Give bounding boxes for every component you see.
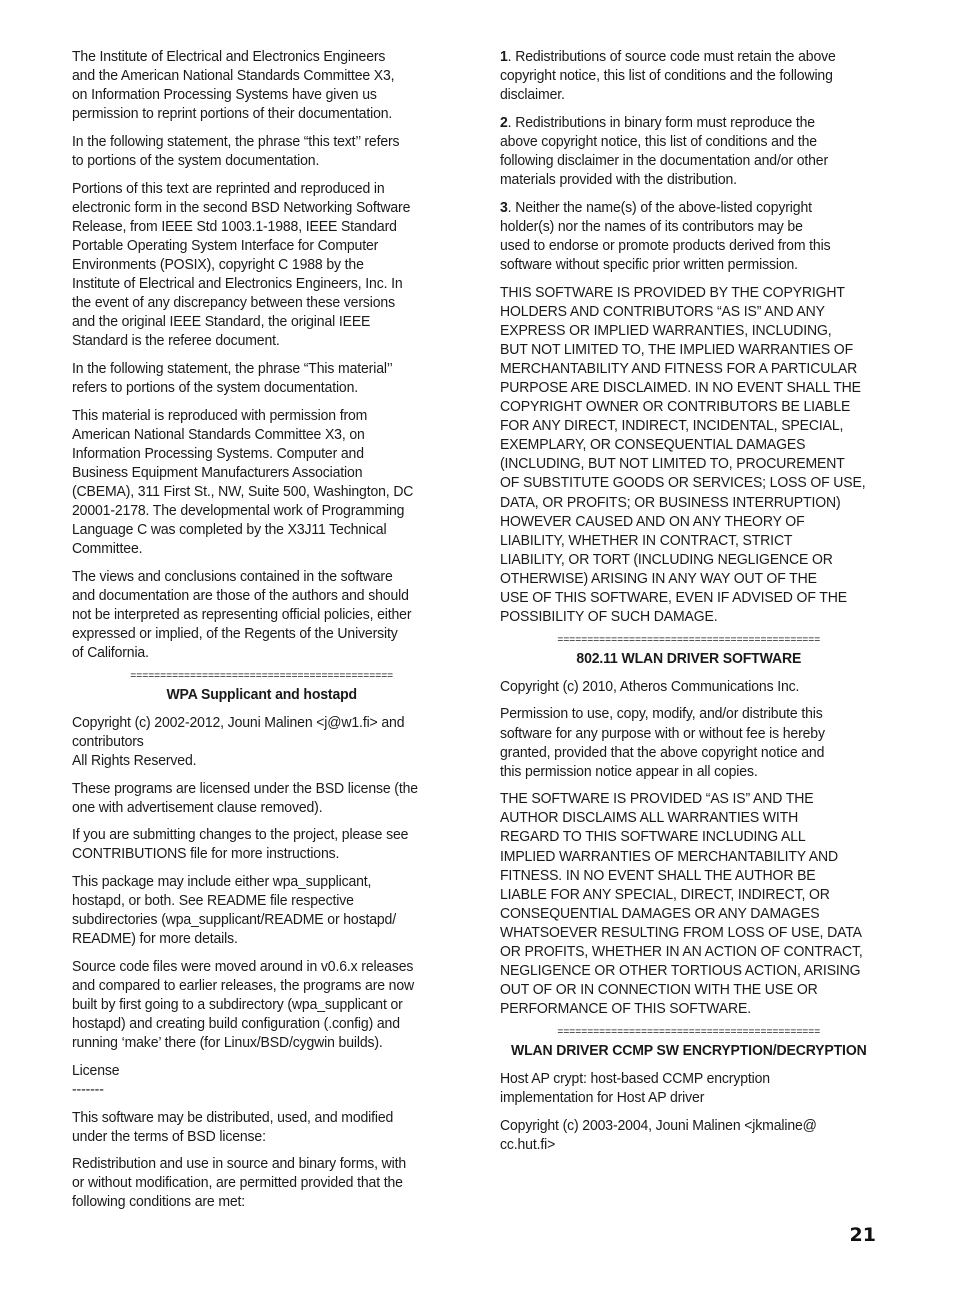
condition-text-2: . Redistributions in binary form must reproduce the above copyright notice, this list of conditions and the following disclaimer in the documentation and/or other materials provided with the distribution. [500,113,828,189]
ccmp-encryption-heading: WLAN DRIVER CCMP SW ENCRYPTION/DECRYPTION [510,1041,867,1059]
isc-disclaimer-paragraph: THE SOFTWARE IS PROVIDED “AS IS” AND THE AUTHOR DISCLAIMS ALL WARRANTIES WITH REGARD TO THIS SOFTWARE INCLUDING ALL IMPLIED WARRANTIES OF MERCHANTABILITY AND FITNESS. IN NO EVENT SHALL THE AUTHOR BE LIABLE FOR ANY SPECIAL, DIRECT, INDIRECT, OR CONSEQUENTIAL DAMAGES OR ANY DAMAGES WHATSOEVER RESULTING FROM LOSS OF USE, DATA OR PROFITS, WHETHER IN AN ACTION OF CONTRACT, NEGLIGENCE OR OTHER TORTIOUS ACTION, ARISING OUT OF OR IN CONNECTION WITH THE USE OR PERFORMANCE OF THIS SOFTWARE. [500,790,863,1018]
left-column [72,47,451,1220]
condition-item-3 [500,198,878,274]
condition-number-3: 3 [500,198,508,216]
condition-number-2: 2 [500,113,508,131]
bsd-license-paragraph: These programs are licensed under the BSD license (the one with advertisement clause removed). [72,779,418,816]
atheros-copyright-paragraph: Copyright (c) 2010, Atheros Communications Inc. [500,677,800,695]
package-contents-paragraph: This package may include either wpa_supplicant, hostapd, or both. See README file respective subdirectories (wpa_supplicant/README or hostapd/ README) for more details. [72,873,396,948]
this-material-paragraph: In the following statement, the phrase “This material’’ refers to portions of the system documentation. [72,359,393,396]
hostap-copyright-paragraph: Copyright (c) 2003-2004, Jouni Malinen <jkmaline@ cc.hut.fi> [500,1116,817,1153]
isc-permission-paragraph: Permission to use, copy, modify, and/or distribute this software for any purpose with or without fee is hereby granted, provided that the above copyright notice and this permission notice appear in all copies. [500,705,825,780]
hostap-crypt-paragraph: Host AP crypt: host-based CCMP encryption implementation for Host AP driver [500,1070,770,1107]
distribution-terms-paragraph: This software may be distributed, used, and modified under the terms of BSD license: [72,1108,394,1145]
contributions-paragraph: If you are submitting changes to the project, please see CONTRIBUTIONS file for more instructions. [72,826,409,863]
wpa-supplicant-heading: WPA Supplicant and hostapd [166,685,358,703]
section-separator: ============================================ [557,634,821,646]
posix-reprint-paragraph: Portions of this text are reprinted and reproduced in electronic form in the second BSD Networking Software Release, from IEEE Std 1003.1-1988, IEEE Standard Portable Operating System Interface for Computer Environments (POSIX), copyright C 1988 by the Institute of Electrical and Electronics Engineers, Inc. In the event of any discrepancy between these versions and the original IEEE Standard, the original IEEE Standard is the referee document. [72,179,411,350]
wlan-driver-heading: 802.11 WLAN DRIVER SOFTWARE [576,649,802,667]
section-separator: ============================================ [557,1026,821,1038]
ansi-permission-paragraph: This material is reproduced with permission from American National Standards Committee X3, on Information Processing Systems. Computer and Business Equipment Manufacturers Association (CBEMA), 311 First St., NW, Suite 500, Washington, DC 20001-2178. The developmental work of Programming Language C was completed by the X3J11 Technical Committee. [72,406,414,558]
condition-item-2 [500,113,878,189]
source-files-paragraph: Source code files were moved around in v0.6.x releases and compared to earlier releases, the programs are now built by first going to a subdirectory (wpa_supplicant or hostapd) and creating build configuration (.config) and running ‘make’ there (for Linux/BSD/cygwin builds). [72,957,415,1052]
wpa-copyright-paragraph: Copyright (c) 2002-2012, Jouni Malinen <j@w1.fi> and contributors All Rights Reserved. [72,713,405,770]
ieee-permission-paragraph: The Institute of Electrical and Electronics Engineers and the American National Standards Committee X3, on Information Processing Systems have given us permission to reprint portions of their documentation. [72,48,395,123]
condition-text-3: . Neither the name(s) of the above-listed copyright holder(s) nor the names of its contributors may be used to endorse or promote products derived from this software without specific prior written permission. [500,198,831,273]
section-separator: ============================================ [130,670,394,682]
views-conclusions-paragraph: The views and conclusions contained in the software and documentation are those of the authors and should not be interpreted as representing official policies, either expressed or implied, of the Regents of the University of California. [72,567,412,662]
condition-item-1 [500,47,878,104]
condition-number-1: 1 [500,48,508,65]
condition-text-1: . Redistributions of source code must retain the above copyright notice, this list of conditions and the following disclaimer. [500,48,836,104]
this-text-paragraph: In the following statement, the phrase “this text’’ refers to portions of the system documentation. [72,132,400,169]
redistribution-conditions-paragraph: Redistribution and use in source and binary forms, with or without modification, are permitted provided that the following conditions are met: [72,1155,407,1211]
license-label: License ------- [72,1061,120,1098]
bsd-disclaimer-paragraph: THIS SOFTWARE IS PROVIDED BY THE COPYRIGHT HOLDERS AND CONTRIBUTORS “AS IS” AND ANY EXPRESS OR IMPLIED WARRANTIES, INCLUDING, BUT NOT LIMITED TO, THE IMPLIED WARRANTIES OF MERCHANTABILITY AND FITNESS FOR A PARTICULAR PURPOSE ARE DISCLAIMED. IN NO EVENT SHALL THE COPYRIGHT OWNER OR CONTRIBUTORS BE LIABLE FOR ANY DIRECT, INDIRECT, INCIDENTAL, SPECIAL, EXEMPLARY, OR CONSEQUENTIAL DAMAGES (INCLUDING, BUT NOT LIMITED TO, PROCUREMENT OF SUBSTITUTE GOODS OR SERVICES; LOSS OF USE, DATA, OR PROFITS; OR BUSINESS INTERRUPTION) HOWEVER CAUSED AND ON ANY THEORY OF LIABILITY, WHETHER IN CONTRACT, STRICT LIABILITY, OR TORT (INCLUDING NEGLIGENCE OR OTHERWISE) ARISING IN ANY WAY OUT OF THE USE OF THIS SOFTWARE, EVEN IF ADVISED OF THE POSSIBILITY OF SUCH DAMAGE. [500,283,866,626]
right-column [500,47,878,1162]
page-number: 21 [849,1224,876,1246]
